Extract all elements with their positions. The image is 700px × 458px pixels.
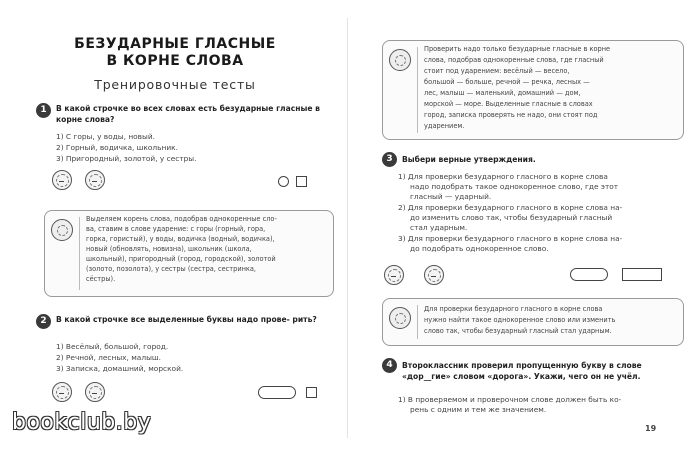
- answer-circle[interactable]: [278, 176, 289, 187]
- q3-option-line: гласный — ударный.: [410, 192, 492, 201]
- page-divider: [347, 18, 348, 438]
- box-rule: [79, 217, 80, 290]
- rule-line: сёстры).: [86, 275, 116, 283]
- q2-option-2: 2) Речной, лесных, малыш.: [56, 353, 162, 362]
- smiley-icon: [85, 170, 105, 190]
- q1-option-2: 2) Горный, водичка, школьник.: [56, 143, 178, 152]
- question-3-badge: 3: [382, 152, 397, 167]
- site-watermark: bookclub.by: [12, 410, 152, 435]
- rule-line: слово так, чтобы безударный гласный стал ударным.: [424, 327, 612, 335]
- question-1-text: В какой строчке во всех словах есть безударные гласные в корне слова?: [56, 104, 320, 124]
- rule-line: нужно найти такое однокоренное слово или изменить: [424, 316, 616, 324]
- rule-box-2: [382, 298, 684, 346]
- section-subtitle: Тренировочные тесты: [94, 77, 256, 92]
- answer-rect[interactable]: [622, 268, 662, 281]
- rule-line: (золото, позолота), у сестры (сестра, сестринка,: [86, 265, 257, 273]
- answer-square[interactable]: [296, 176, 307, 187]
- question-2-text: В какой строчке все выделенные буквы надо прове- рить?: [56, 315, 317, 324]
- q3-option-line: до подобрать однокоренное слово.: [410, 244, 549, 253]
- owl-icon: [51, 219, 73, 241]
- q3-option-line: 2) Для проверки безударного гласного в корне слова на-: [398, 203, 623, 212]
- rule-box-1: [382, 40, 684, 140]
- rule-line: школьный), пригородный (город, городской), золотой: [86, 255, 276, 263]
- q1-option-1: 1) С горы, у воды, новый.: [56, 132, 156, 141]
- rule-box: [44, 210, 334, 297]
- rule-line: стоит под ударением: весёлый — весело,: [424, 67, 570, 75]
- rule-line: Проверить надо только безударные гласные в корне: [424, 45, 611, 53]
- smiley-icon: [52, 382, 72, 402]
- q4-option-line: рень с одним и тем же значением.: [410, 405, 547, 414]
- q1-option-3: 3) Пригородный, золотой, у сестры.: [56, 154, 197, 163]
- q2-option-1: 1) Весёлый, большой, город.: [56, 342, 169, 351]
- q3-option-line: 1) Для проверки безударного гласного в корне слова: [398, 172, 608, 181]
- question-1-badge: 1: [36, 103, 51, 118]
- question-3-text: Выбери верные утверждения.: [402, 155, 536, 164]
- q4-option-line: 1) В проверяемом и проверочном слове должен быть ко-: [398, 395, 622, 404]
- smiley-icon: [85, 382, 105, 402]
- page-number: 19: [645, 424, 657, 433]
- rule-line: большой — больше, речной — речка, лесных —: [424, 78, 590, 86]
- smiley-icon: [384, 265, 404, 285]
- smiley-icon: [424, 265, 444, 285]
- answer-square[interactable]: [306, 387, 317, 398]
- right-page: [352, 0, 700, 458]
- answer-pill[interactable]: [570, 268, 608, 281]
- rule-line: Выделяем корень слова, подобрав однокоренные сло-: [86, 215, 277, 223]
- title-line-1: БЕЗУДАРНЫЕ ГЛАСНЫЕ: [74, 36, 276, 52]
- box-rule: [417, 305, 418, 339]
- rule-line: ударением.: [424, 122, 465, 130]
- rule-line: город, записка проверять не надо, они стоят под: [424, 111, 598, 119]
- chapter-title: [70, 36, 280, 70]
- owl-icon: [389, 307, 411, 329]
- rule-line: лес, малыш — маленький, домашний — дом,: [424, 89, 581, 97]
- q2-option-3: 3) Записка, домашний, морской.: [56, 364, 184, 373]
- smiley-icon: [52, 170, 72, 190]
- owl-icon: [389, 49, 411, 71]
- question-4-badge: 4: [382, 358, 397, 373]
- q3-option-line: стал ударным.: [410, 223, 468, 232]
- left-page: [0, 0, 345, 458]
- q3-option-line: до изменить слово так, чтобы безударный гласный: [410, 213, 613, 222]
- box-rule: [417, 47, 418, 133]
- rule-line: Для проверки безударного гласного в корне слова: [424, 305, 603, 313]
- rule-line: новый (обновлять, новизна), школьник (школа,: [86, 245, 252, 253]
- rule-line: морской — море. Выделенные гласные в словах: [424, 100, 593, 108]
- rule-line: слова, подобрав однокоренные слова, где гласный: [424, 56, 604, 64]
- q3-option-line: надо подобрать такое однокоренное слово, где этот: [410, 182, 619, 191]
- question-2-badge: 2: [36, 314, 51, 329]
- rule-line: горка, гористый), у воды, водичка (водный, водичка),: [86, 235, 275, 243]
- q3-option-line: 3) Для проверки безударного гласного в корне слова на-: [398, 234, 623, 243]
- rule-line: ва, ставим в слове ударение: с горы (горный, гора,: [86, 225, 266, 233]
- question-4-text: Второклассник проверил пропущенную букву в слове «дор__гие» словом «дорога». Укажи, чего он не учёл.: [402, 361, 642, 381]
- title-line-2: В КОРНЕ СЛОВА: [106, 53, 244, 69]
- answer-pill[interactable]: [258, 386, 296, 399]
